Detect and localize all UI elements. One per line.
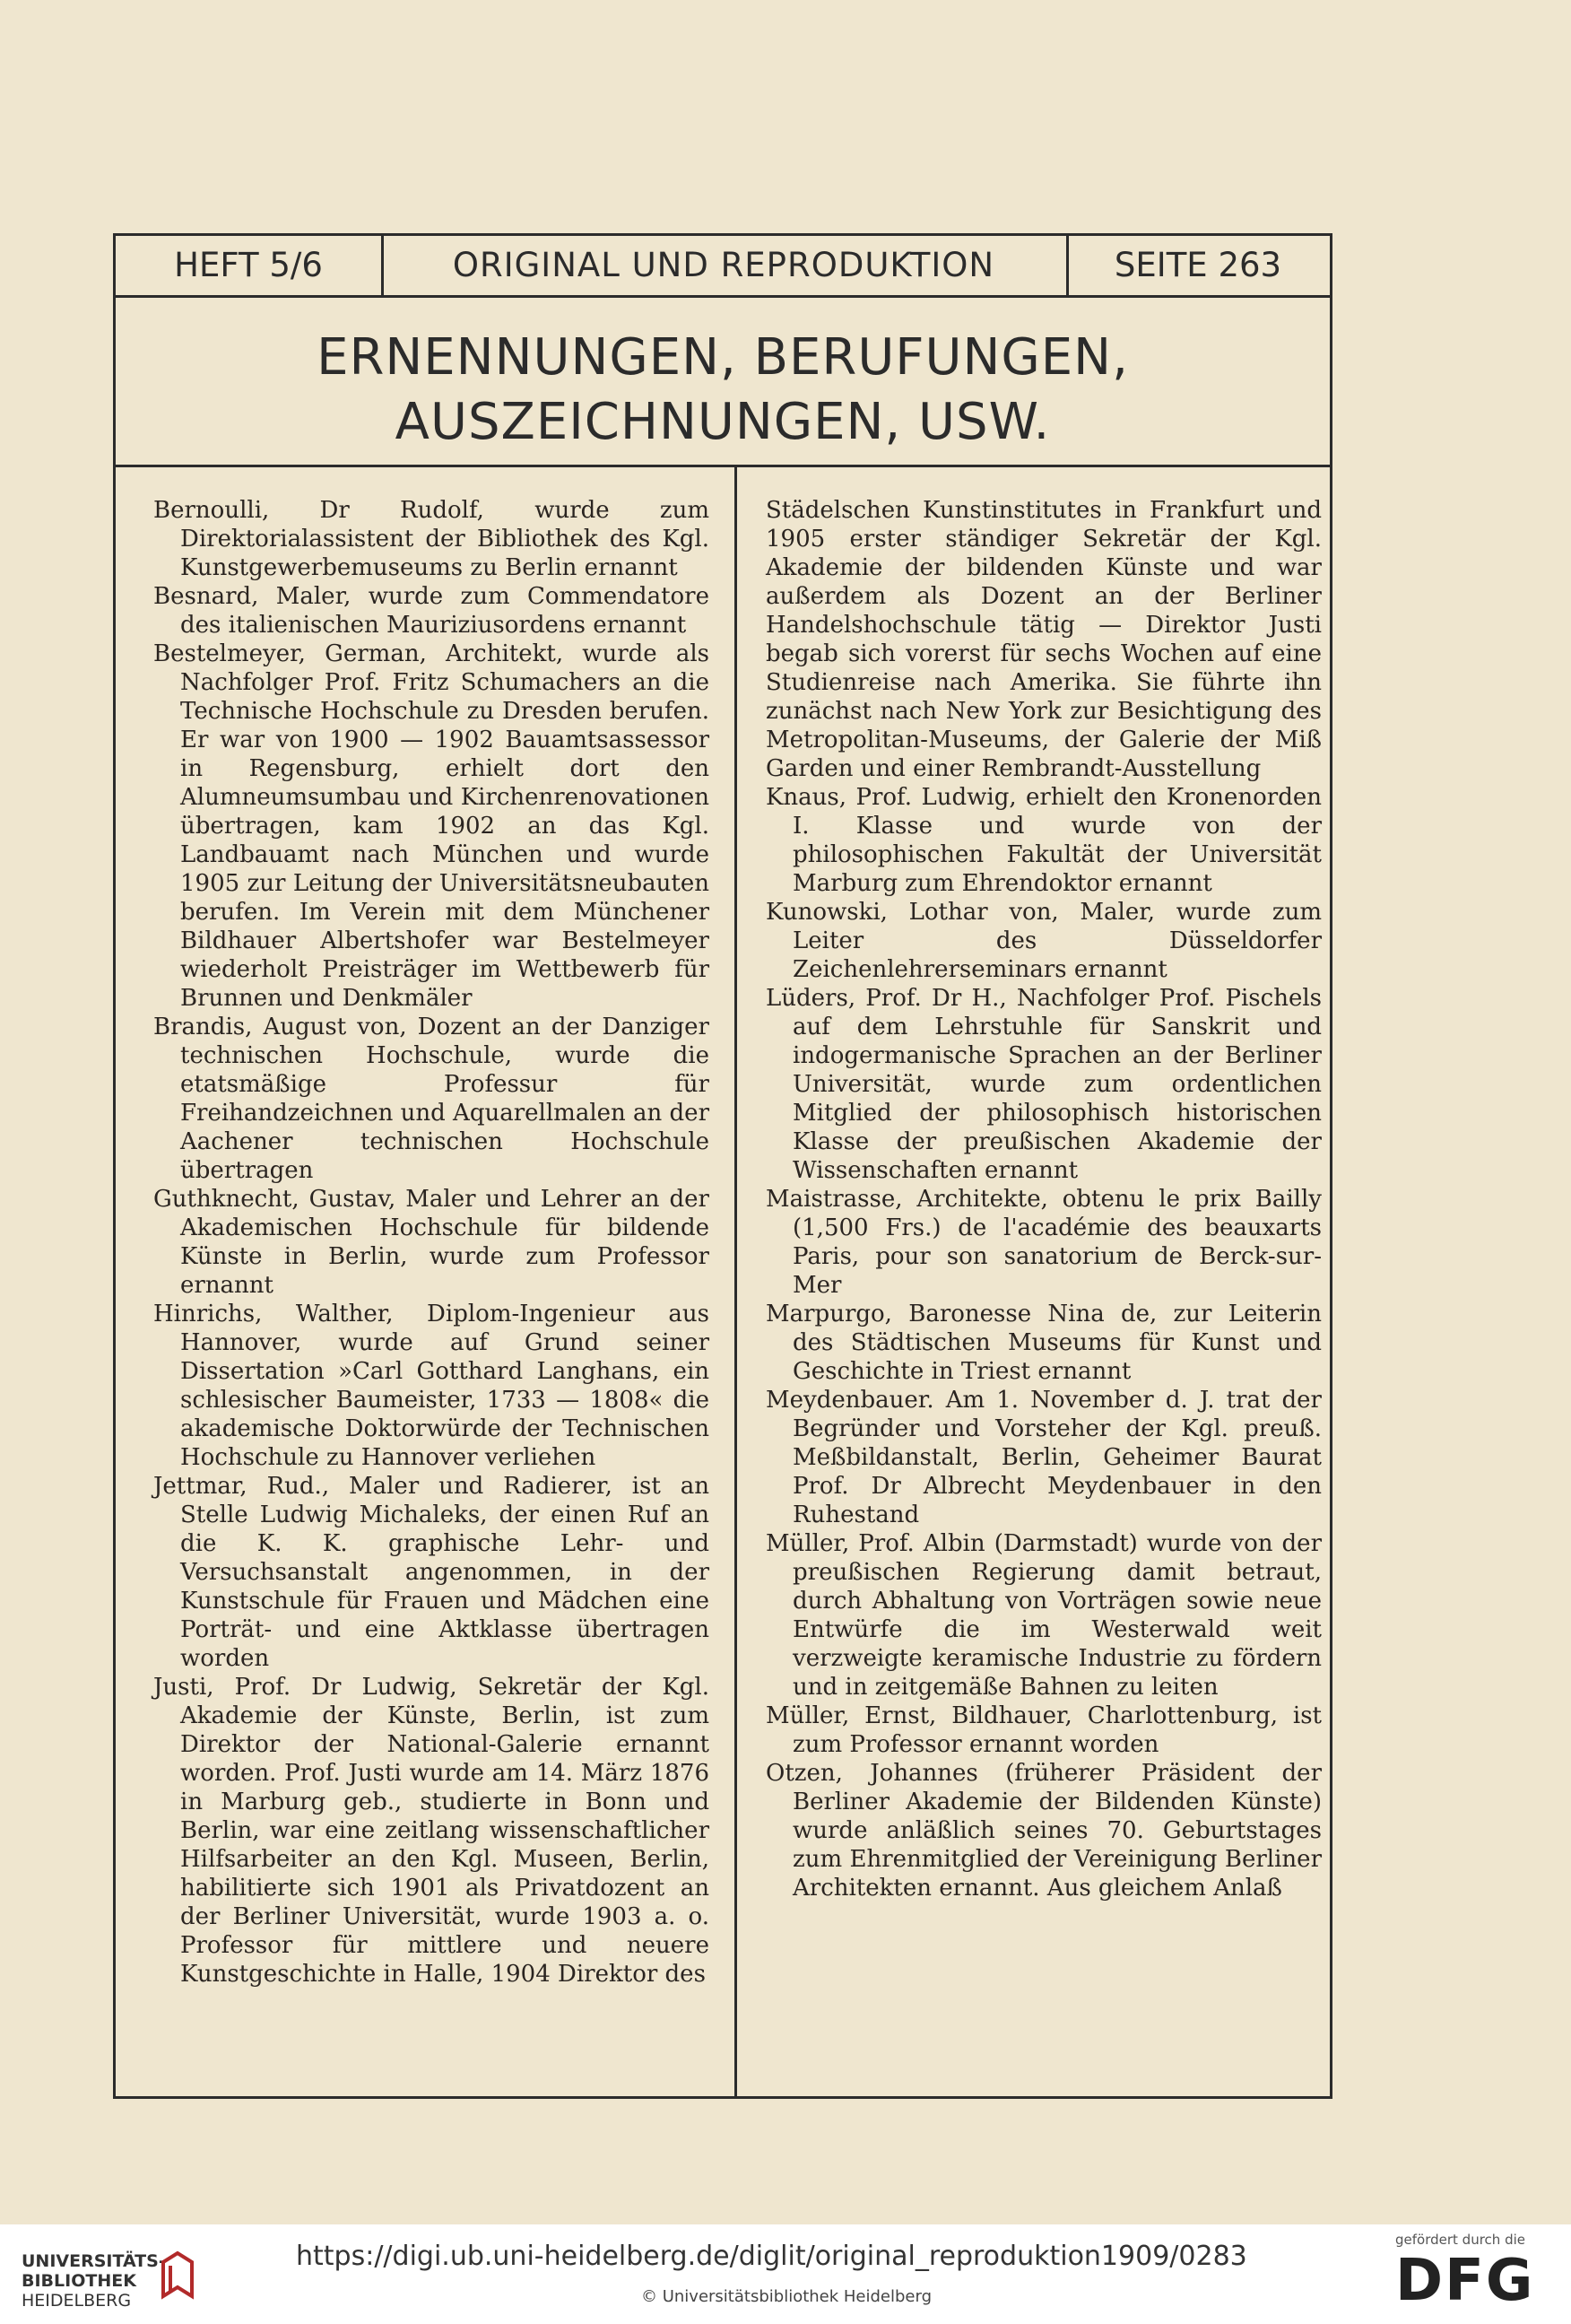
entry-mueller-albin: Müller, Prof. Albin (Darmstadt) wurde von der preußischen Regierung damit betraut, durch Abhaltung von Vorträgen sowie neue Entwürfe die im Westerwald weit verzweigte keramische Industrie zu fördern und in zeitgemäße Bahnen zu leiten <box>766 1530 1322 1701</box>
right-column <box>766 496 1322 1902</box>
entry-mueller-ernst: Müller, Ernst, Bildhauer, Charlottenburg, ist zum Professor ernannt worden <box>766 1702 1322 1758</box>
entry-justi-continued: Städelschen Kunstinstitutes in Frankfurt und 1905 erster ständiger Sekretär der Kgl. Akademie der bildenden Künste und war außerdem als Dozent an der Berliner Handelshochschule tätig — Direktor Justi begab sich vorerst für sechs Wochen auf eine Studienreise nach Amerika. Sie führte ihn zunächst nach New York zur Besichtigung des Metropolitan-Museums, der Galerie der Miß Garden und einer Rembrandt-Ausstellung <box>766 497 1322 782</box>
library-seal-icon <box>160 2250 195 2300</box>
page-frame <box>113 233 1332 2099</box>
entry-lueders: Lüders, Prof. Dr H., Nachfolger Prof. Pischels auf dem Lehrstuhle für Sanskrit und indogermanische Sprachen an der Berliner Universität, wurde zum ordentlichen Mitglied der philosophisch historischen Klasse der preußischen Akademie der Wissenschaften ernannt <box>766 985 1322 1184</box>
entry-justi: Justi, Prof. Dr Ludwig, Sekretär der Kgl. Akademie der Künste, Berlin, ist zum Direktor der National-Galerie ernannt worden. Prof. Justi wurde am 14. März 1876 in Marburg geb., studierte in Bonn und Berlin, war eine zeitlang wissenschaftlicher Hilfsarbeiter an den Kgl. Museen, Berlin, habilitierte sich 1901 als Privatdozent an der Berliner Universität, wurde 1903 a. o. Professor für mittlere und neuere Kunstgeschichte in Halle, 1904 Direktor des <box>153 1674 709 1988</box>
section-title-line1: ERNENNUNGEN, BERUFUNGEN, <box>317 328 1129 387</box>
entry-kunowski: Kunowski, Lothar von, Maler, wurde zum Leiter des Düsseldorfer Zeichenlehrerseminars ernannt <box>766 899 1322 983</box>
dfg-logo[interactable]: DFG <box>1395 2248 1535 2314</box>
section-title-line2: AUSZEICHNUNGEN, USW. <box>395 393 1051 451</box>
library-logo[interactable]: UNIVERSITÄTS- BIBLIOTHEK HEIDELBERG <box>22 2251 166 2311</box>
page-number: SEITE 263 <box>1114 246 1282 284</box>
entry-maistrasse: Maistrasse, Architekte, obtenu le prix Bailly (1,500 Frs.) de l'académie des beauxarts Paris, pour son sanatorium de Berck-sur-Mer <box>766 1186 1322 1299</box>
entry-jettmar: Jettmar, Rud., Maler und Radierer, ist an Stelle Ludwig Michaleks, der einen Ruf an die K. K. graphische Lehr- und Versuchsanstalt angenommen, in der Kunstschule für Frauen und Mädchen eine Porträt- und eine Aktklasse übertragen worden <box>153 1473 709 1672</box>
entry-guthknecht: Guthknecht, Gustav, Maler und Lehrer an der Akademischen Hochschule für bildende Künste in Berlin, wurde zum Professor ernannt <box>153 1186 709 1299</box>
section-title <box>116 326 1330 455</box>
library-footer <box>0 2224 1571 2324</box>
entry-knaus: Knaus, Prof. Ludwig, erhielt den Kronenorden I. Klasse und wurde von der philosophischen Fakultät der Universität Marburg zum Ehrendoktor ernannt <box>766 784 1322 897</box>
entry-meydenbauer: Meydenbauer. Am 1. November d. J. trat der Begründer und Vorsteher der Kgl. preuß. Meßbildanstalt, Berlin, Geheimer Baurat Prof. Dr Albrecht Meydenbauer in den Ruhestand <box>766 1387 1322 1528</box>
title-divider <box>116 465 1330 467</box>
entry-marpurgo: Marpurgo, Baronesse Nina de, zur Leiterin des Städtischen Museums für Kunst und Geschichte in Triest ernannt <box>766 1301 1322 1385</box>
source-url-link[interactable]: https://digi.ub.uni-heidelberg.de/diglit/original_reproduktion1909/0283 <box>296 2241 1247 2272</box>
entry-bestelmeyer: Bestelmeyer, German, Architekt, wurde als Nachfolger Prof. Fritz Schumachers an die Technische Hochschule zu Dresden berufen. Er war von 1900 — 1902 Bauamtsassessor in Regensburg, erhielt dort den Alumneumsumbau und Kirchenrenovationen übertragen, kam 1902 an das Kgl. Landbauamt nach München und wurde 1905 zur Leitung der Universitätsneubauten berufen. Im Verein mit dem Münchener Bildhauer Albertshofer war Bestelmeyer wiederholt Preisträger im Wettbewerb für Brunnen und Denkmäler <box>153 640 709 1012</box>
journal-title: ORIGINAL UND REPRODUKTION <box>381 236 1069 295</box>
issue-number: HEFT 5/6 <box>116 236 384 295</box>
running-header <box>116 236 1330 298</box>
copyright-notice: © Universitätsbibliothek Heidelberg <box>641 2287 933 2306</box>
entry-otzen: Otzen, Johannes (früherer Präsident der Berliner Akademie der Bildenden Künste) wurde anläßlich seines 70. Geburtstages zum Ehrenmitglied der Vereinigung Berliner Architekten ernannt. Aus gleichem Anlaß <box>766 1760 1322 1902</box>
entry-besnard: Besnard, Maler, wurde zum Commendatore des italienischen Mauriziusordens ernannt <box>153 583 709 639</box>
left-column <box>153 496 709 1989</box>
entry-brandis: Brandis, August von, Dozent an der Danziger technischen Hochschule, wurde die etatsmäßige Professur für Freihandzeichnen und Aquarellmalen an der Aachener technischen Hochschule übertragen <box>153 1014 710 1184</box>
entry-hinrichs: Hinrichs, Walther, Diplom-Ingenieur aus Hannover, wurde auf Grund seiner Dissertation »Carl Gotthard Langhans, ein schlesischer Baumeister, 1733 — 1808« die akademische Doktorwürde der Technischen Hochschule zu Hannover verliehen <box>153 1301 709 1471</box>
funded-by-label: gefördert durch die <box>1395 2232 1525 2248</box>
column-divider <box>734 465 737 2099</box>
entry-bernoulli: Bernoulli, Dr Rudolf, wurde zum Direktorialassistent der Bibliothek des Kgl. Kunstgewerbemuseums zu Berlin ernannt <box>153 497 709 581</box>
